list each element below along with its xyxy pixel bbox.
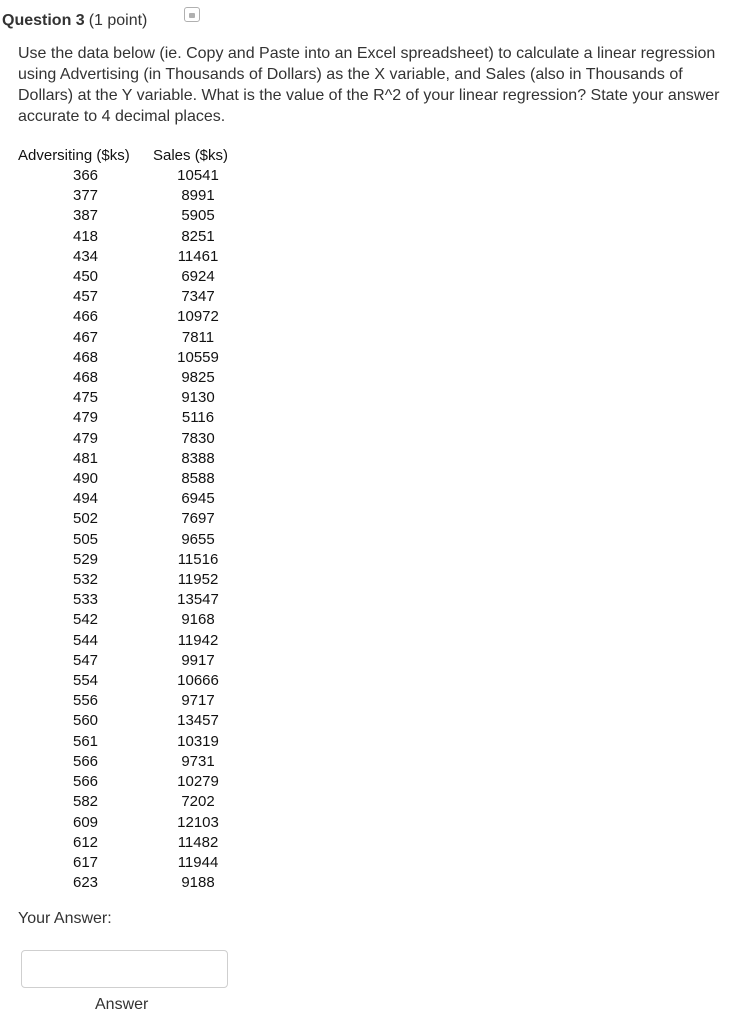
table-row — [18, 206, 243, 226]
cell-advertising: 505 — [72, 530, 99, 548]
cell-sales: 9655 — [181, 530, 215, 548]
table-row — [18, 732, 243, 752]
cell-advertising: 466 — [72, 308, 99, 326]
table-row — [18, 671, 243, 691]
cell-sales: 13457 — [177, 712, 219, 730]
cell-sales: 9731 — [181, 752, 215, 770]
table-row — [18, 348, 243, 368]
cell-sales: 5116 — [181, 409, 215, 427]
cell-sales: 7811 — [181, 328, 215, 346]
cell-advertising: 468 — [72, 369, 99, 387]
table-row — [18, 328, 243, 348]
cell-advertising: 556 — [72, 692, 99, 710]
cell-sales: 13547 — [177, 591, 219, 609]
cell-sales: 10666 — [177, 672, 219, 690]
cell-sales: 11461 — [177, 247, 219, 265]
table-row — [18, 449, 243, 469]
table-row — [18, 711, 243, 731]
cell-advertising: 561 — [72, 732, 99, 750]
cell-advertising: 468 — [72, 348, 99, 366]
cell-sales: 11482 — [177, 833, 219, 851]
cell-advertising: 554 — [72, 672, 99, 690]
cell-sales: 6945 — [181, 490, 215, 508]
table-header-row — [18, 146, 243, 166]
table-row — [18, 792, 243, 812]
table-row — [18, 550, 243, 570]
cell-sales: 10972 — [177, 308, 219, 326]
table-row — [18, 752, 243, 772]
cell-sales: 10559 — [177, 348, 219, 366]
cell-advertising: 479 — [72, 409, 99, 427]
table-row — [18, 469, 243, 489]
cell-advertising: 387 — [72, 207, 99, 225]
cell-advertising: 532 — [72, 571, 99, 589]
cell-advertising: 566 — [72, 773, 99, 791]
cell-sales: 7202 — [181, 793, 215, 811]
cell-advertising: 609 — [72, 813, 99, 831]
table-row — [18, 631, 243, 651]
table-row — [18, 873, 243, 893]
cell-advertising: 560 — [72, 712, 99, 730]
cell-sales: 9917 — [181, 651, 215, 669]
table-row — [18, 610, 243, 630]
cell-advertising: 450 — [72, 268, 99, 286]
question-title: Question 3 — [2, 12, 85, 29]
cell-advertising: 547 — [72, 651, 99, 669]
cell-sales: 7830 — [181, 429, 215, 447]
question-header — [2, 9, 147, 33]
header-sales: Sales ($ks) — [153, 147, 229, 164]
question-prompt: Use the data below (ie. Copy and Paste into an Excel spreadsheet) to calculate a linear regression using Advertising (in Thousands of Dollars) as the X variable, and Sales (also in Thousands of Dollars) at the Y variable. What is the value of the R^2 of your linear regression? State your answer accurate to 4 decimal places. — [18, 45, 720, 125]
table-body — [18, 166, 243, 893]
table-row — [18, 287, 243, 307]
cell-sales: 7347 — [181, 288, 215, 306]
cell-sales: 9188 — [181, 874, 215, 892]
answer-label: Your Answer: — [18, 910, 112, 927]
cell-sales: 12103 — [177, 813, 219, 831]
cell-advertising: 481 — [72, 449, 99, 467]
question-points: (1 point) — [88, 12, 148, 29]
cell-sales: 8388 — [181, 449, 215, 467]
table-row — [18, 408, 243, 428]
cell-sales: 8251 — [181, 227, 215, 245]
table-row — [18, 307, 243, 327]
table-row — [18, 368, 243, 388]
cell-advertising: 529 — [72, 550, 99, 568]
table-row — [18, 570, 243, 590]
table-row — [18, 489, 243, 509]
table-row — [18, 590, 243, 610]
cell-advertising: 544 — [72, 631, 99, 649]
cell-sales: 8588 — [181, 470, 215, 488]
cell-advertising: 457 — [72, 288, 99, 306]
cell-advertising: 533 — [72, 591, 99, 609]
cell-advertising: 494 — [72, 490, 99, 508]
cell-sales: 11516 — [177, 550, 219, 568]
cell-sales: 10541 — [177, 167, 219, 184]
flag-question-icon[interactable] — [184, 7, 200, 22]
cell-advertising: 542 — [72, 611, 99, 629]
table-row — [18, 691, 243, 711]
answer-caption: Answer — [95, 996, 149, 1013]
cell-sales: 9717 — [181, 692, 215, 710]
cell-advertising: 612 — [72, 833, 99, 851]
cell-advertising: 377 — [72, 187, 99, 205]
cell-advertising: 623 — [72, 874, 99, 892]
cell-sales: 9825 — [181, 369, 215, 387]
table-row — [18, 247, 243, 267]
table-row — [18, 509, 243, 529]
cell-sales: 8991 — [181, 187, 215, 205]
cell-sales: 10279 — [177, 773, 219, 791]
cell-sales: 9130 — [181, 389, 215, 407]
table-row — [18, 651, 243, 671]
cell-advertising: 467 — [72, 328, 99, 346]
header-advertising: Adversiting ($ks) — [18, 147, 130, 164]
data-table — [18, 146, 243, 893]
cell-advertising: 434 — [72, 247, 99, 265]
cell-sales: 7697 — [181, 510, 215, 528]
table-row — [18, 166, 243, 186]
cell-sales: 11944 — [177, 853, 219, 871]
table-row — [18, 530, 243, 550]
table-row — [18, 186, 243, 206]
table-row — [18, 772, 243, 792]
cell-sales: 9168 — [181, 611, 215, 629]
cell-sales: 6924 — [181, 268, 215, 286]
table-row — [18, 429, 243, 449]
table-row — [18, 853, 243, 873]
answer-input[interactable] — [21, 950, 228, 988]
flag-icon-dot — [189, 13, 195, 18]
table-row — [18, 227, 243, 247]
cell-advertising: 366 — [72, 167, 99, 184]
cell-advertising: 617 — [72, 853, 99, 871]
cell-sales: 5905 — [181, 207, 215, 225]
table-row — [18, 833, 243, 853]
table-row — [18, 813, 243, 833]
cell-sales: 11942 — [177, 631, 219, 649]
cell-advertising: 566 — [72, 752, 99, 770]
table-row — [18, 388, 243, 408]
cell-advertising: 479 — [72, 429, 99, 447]
cell-advertising: 582 — [72, 793, 99, 811]
table-row — [18, 267, 243, 287]
cell-advertising: 418 — [72, 227, 99, 245]
cell-advertising: 502 — [72, 510, 99, 528]
cell-advertising: 475 — [72, 389, 99, 407]
cell-sales: 11952 — [177, 571, 219, 589]
cell-sales: 10319 — [177, 732, 219, 750]
cell-advertising: 490 — [72, 470, 99, 488]
